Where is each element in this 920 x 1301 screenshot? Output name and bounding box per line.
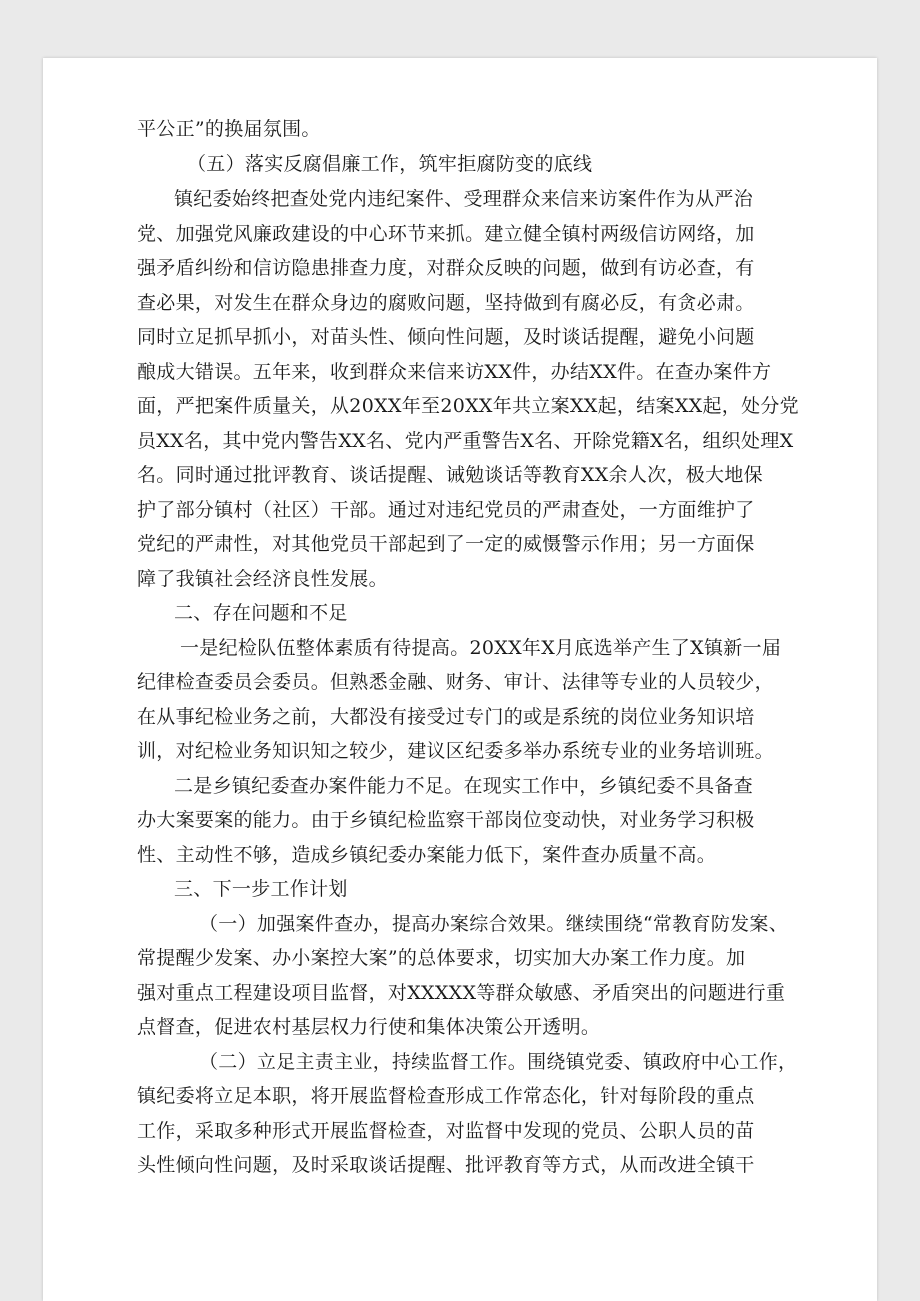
text-line: 强矛盾纠纷和信访隐患排查力度，对群众反映的问题，做到有访必查，有 — [137, 257, 755, 279]
text-line: 名。同时通过批评教育、谈话提醒、诫勉谈话等教育XX余人次，极大地保 — [137, 464, 763, 486]
section-heading: 二、存在问题和不足 — [174, 602, 348, 624]
text-line: 强对重点工程建设项目监督，对XXXXX等群众敏感、矛盾突出的问题进行重 — [137, 982, 786, 1004]
section-heading: （五）落实反腐倡廉工作，筑牢拒腐防变的底线 — [187, 153, 593, 175]
text-line: 二是乡镇纪委查办案件能力不足。在现实工作中，乡镇纪委不具备查 — [174, 775, 754, 797]
text-line: 面，严把案件质量关，从20XX年至20XX年共立案XX起，结案XX起，处分党 — [137, 395, 799, 417]
section-heading: 三、下一步工作计划 — [174, 878, 348, 900]
text-line: 常提醒少发案、办小案控大案”的总体要求，切实加大办案工作力度。加 — [137, 947, 746, 969]
text-line: 党、加强党风廉政建设的中心环节来抓。建立健全镇村两级信访网络，加 — [137, 223, 755, 245]
text-line: 查必果，对发生在群众身边的腐败问题，坚持做到有腐必反，有贪必肃。 — [137, 292, 755, 314]
text-line: （二）立足主责主业，持续监督工作。围绕镇党委、镇政府中心工作， — [199, 1051, 798, 1073]
text-line: 一是纪检队伍整体素质有待提高。20XX年X月底选举产生了X镇新一届 — [180, 637, 782, 659]
text-line: 工作，采取多种形式开展监督检查，对监督中发现的党员、公职人员的苗 — [137, 1120, 755, 1142]
text-line: 在从事纪检业务之前，大都没有接受过专门的或是系统的岗位业务知识培 — [137, 706, 755, 728]
document-page — [43, 58, 877, 1301]
text-line: 办大案要案的能力。由于乡镇纪检监察干部岗位变动快，对业务学习积极 — [137, 809, 755, 831]
text-line: 头性倾向性问题，及时采取谈话提醒、批评教育等方式，从而改进全镇干 — [137, 1154, 755, 1176]
text-line: 障了我镇社会经济良性发展。 — [137, 568, 388, 590]
text-line: 训，对纪检业务知识知之较少，建议区纪委多举办系统专业的业务培训班。 — [137, 740, 774, 762]
text-line: 点督查，促进农村基层权力行使和集体决策公开透明。 — [137, 1016, 601, 1038]
text-line: 纪律检查委员会委员。但熟悉金融、财务、审计、法律等专业的人员较少， — [137, 671, 774, 693]
text-line: 党纪的严肃性，对其他党员干部起到了一定的威慑警示作用；另一方面保 — [137, 533, 755, 555]
text-line: 护了部分镇村（社区）干部。通过对违纪党员的严肃查处，一方面维护了 — [137, 499, 755, 521]
text-line: 酿成大错误。五年来，收到群众来信来访XX件，办结XX件。在查办案件方 — [137, 361, 772, 383]
text-line: 员XX名，其中党内警告XX名、党内严重警告X名、开除党籍X名，组织处理X — [137, 430, 794, 452]
text-line: 平公正”的换届氛围。 — [137, 118, 321, 140]
text-line: 镇纪委将立足本职，将开展监督检查形成工作常态化，针对每阶段的重点 — [137, 1085, 755, 1107]
text-line: 性、主动性不够，造成乡镇纪委办案能力低下，案件查办质量不高。 — [137, 844, 717, 866]
text-line: 镇纪委始终把查处党内违纪案件、受理群众来信来访案件作为从严治 — [174, 188, 754, 210]
text-line: （一）加强案件查办，提高办案综合效果。继续围绕“常教育防发案、 — [199, 913, 789, 935]
text-line: 同时立足抓早抓小，对苗头性、倾向性问题，及时谈话提醒，避免小问题 — [137, 326, 755, 348]
